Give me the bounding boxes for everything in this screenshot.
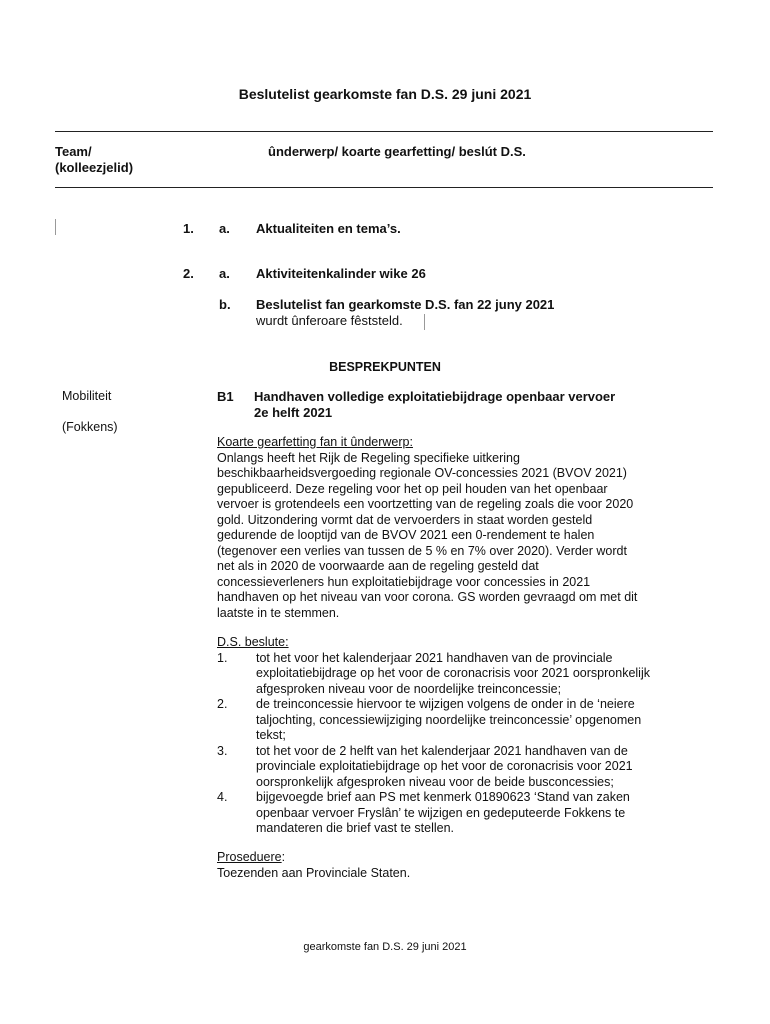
summary-line: concessieverleners hun exploitatiebijdrage voor concessies in 2021: [217, 574, 591, 589]
agenda-2b-text: Beslutelist fan gearkomste D.S. fan 22 juny 2021: [256, 297, 555, 312]
header-rule-bottom: [55, 187, 713, 188]
decision-line: afgesproken niveau voor de noordelijke treinconcessie;: [256, 681, 562, 696]
decision-label: D.S. beslute:: [217, 635, 289, 649]
header-subject-label: ûnderwerp/ koarte gearfetting/ beslút D.S.: [268, 144, 526, 159]
summary-line: vervoer is grotendeels een voortzetting van de regeling zoals die voor 2020: [217, 497, 634, 511]
decision-line: taljochting, concessiewijziging noordelijke treinconcessie’ opgenomen: [256, 712, 642, 727]
header-team-label: [55, 144, 133, 175]
decision-line: provinciale exploitatiebijdrage op het voor de coronacrisis voor 2021: [256, 759, 633, 773]
decision-line: oorspronkelijk afgesproken niveau voor de beide busconcessies;: [256, 774, 614, 789]
procedure-colon: :: [281, 850, 286, 864]
decision-line: exploitatiebijdrage op het voor de coronacrisis voor 2021 oorspronkelijk: [256, 666, 650, 680]
page-footer: gearkomste fan D.S. 29 juni 2021: [303, 941, 467, 953]
summary-line: gepubliceerd. Deze regeling voor het op peil houden van het openbaar: [217, 481, 608, 496]
summary-block: [217, 435, 717, 621]
decision-item: [217, 790, 717, 837]
procedure-block: [217, 850, 410, 881]
decision-item: [217, 697, 717, 744]
procedure-text: Toezenden aan Provinciale Staten.: [217, 865, 411, 880]
summary-line: gedurende de looptijd van de BVOV 2021 een 0-rendement te halen: [217, 528, 595, 542]
decision-number: 4.: [217, 790, 228, 804]
summary-line: (tegenover een verlies van tussen de 5 % en 7% over 2020). Verder wordt: [217, 543, 627, 558]
decision-number: 1.: [217, 650, 228, 665]
decision-item: [217, 744, 717, 791]
header-team-line1: Team/: [55, 144, 92, 159]
summary-label: Koarte gearfetting fan it ûnderwerp:: [217, 435, 413, 449]
agenda-2b-subtext: wurdt ûnferoare fêststeld.: [256, 313, 403, 328]
summary-line: beschikbaarheidsvergoeding regionale OV-concessies 2021 (BVOV 2021): [217, 466, 627, 480]
decision-item: [217, 651, 717, 698]
item-member: (Fokkens): [62, 420, 118, 434]
decision-line: tot het voor het kalenderjaar 2021 handhaven van de provinciale: [256, 650, 613, 665]
decision-line: tot het voor de 2 helft van het kalenderjaar 2021 handhaven van de: [256, 743, 628, 758]
summary-line: laatste in te stemmen.: [217, 605, 340, 620]
decision-block: [217, 635, 717, 837]
item-title-line1: Handhaven volledige exploitatiebijdrage openbaar vervoer: [254, 389, 616, 404]
decision-line: mandateren die brief vast te stellen.: [256, 821, 455, 835]
decision-line: de treinconcessie hiervoor te wijzigen volgens de onder in de ‘neiere: [256, 697, 635, 711]
decision-number: 3.: [217, 743, 228, 758]
agenda-2-number: 2.: [183, 266, 194, 281]
item-code: B1: [217, 389, 234, 404]
agenda-1-letter: a.: [219, 221, 230, 236]
summary-line: handhaven op het niveau van voor corona. GS worden gevraagd om met dit: [217, 590, 638, 604]
decision-line: bijgevoegde brief aan PS met kenmerk 01890623 ‘Stand van zaken: [256, 790, 630, 804]
item-team: Mobiliteit: [62, 389, 112, 403]
text-cursor-mark: [55, 219, 56, 235]
agenda-2b-letter: b.: [219, 297, 231, 312]
text-cursor-mark-2: [424, 314, 425, 330]
item-title-line2: 2e helft 2021: [254, 404, 333, 420]
summary-line: gold. Uitzondering vormt dat de vervoerders in staat worden gesteld: [217, 512, 593, 527]
header-rule-top: [55, 131, 713, 132]
item-title: [254, 389, 615, 420]
header-team-line2: (kolleezjelid): [55, 159, 134, 175]
agenda-1-text: Aktualiteiten en tema’s.: [256, 221, 401, 236]
page-title: Beslutelist gearkomste fan D.S. 29 juni 2021: [238, 86, 532, 102]
summary-line: Onlangs heeft het Rijk de Regeling specifieke uitkering: [217, 450, 520, 465]
decision-line: tekst;: [256, 728, 286, 742]
summary-line: net als in 2020 de voorwaarde aan de regeling gesteld dat: [217, 559, 539, 573]
section-heading: BESPREKPUNTEN: [329, 360, 441, 374]
agenda-2a-text: Aktiviteitenkalinder wike 26: [256, 266, 426, 281]
agenda-1-number: 1.: [183, 221, 194, 236]
decision-line: openbaar vervoer Fryslân’ te wijzigen en gedeputeerde Fokkens te: [256, 805, 626, 820]
procedure-label: Proseduere: [217, 850, 282, 864]
decision-number: 2.: [217, 697, 228, 711]
agenda-2a-letter: a.: [219, 266, 230, 281]
